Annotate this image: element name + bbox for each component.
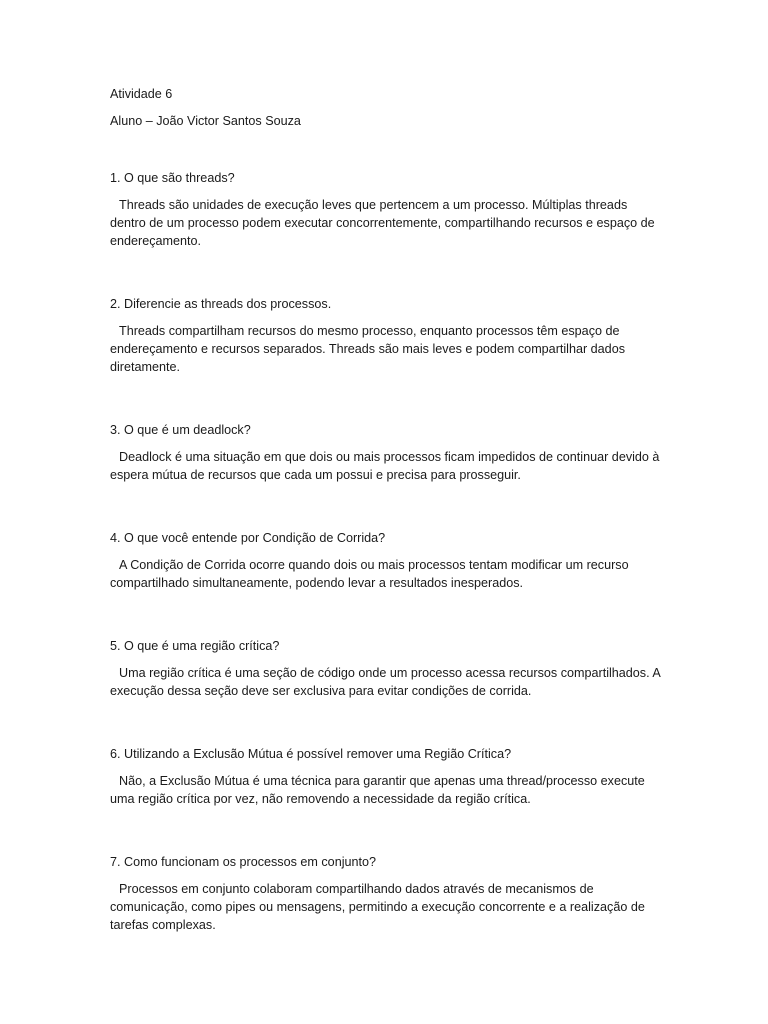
question-item-4	[110, 529, 666, 592]
answer-text: Não, a Exclusão Mútua é uma técnica para garantir que apenas uma thread/processo execute uma região crítica por vez, não removendo a necessidade da região crítica.	[110, 774, 645, 806]
document-page	[110, 85, 666, 979]
question-text: 5. O que é uma região crítica?	[110, 639, 280, 653]
answer-text: A Condição de Corrida ocorre quando dois ou mais processos tentam modificar um recurso compartilhado simultaneamente, podendo levar a resultados inesperados.	[110, 558, 629, 590]
answer-text: Deadlock é uma situação em que dois ou mais processos ficam impedidos de continuar devido à espera mútua de recursos que cada um possui e precisa para prosseguir.	[110, 450, 660, 482]
question-text: 7. Como funcionam os processos em conjunto?	[110, 855, 377, 869]
question-item-7	[110, 853, 666, 934]
answer-text: Processos em conjunto colaboram compartilhando dados através de mecanismos de comunicação, como pipes ou mensagens, permitindo a execução concorrente e a realização de tarefas complexas.	[110, 882, 645, 932]
question-item-5	[110, 637, 666, 700]
question-item-2	[110, 295, 666, 376]
document-title: Atividade 6	[110, 87, 173, 101]
question-text: 6. Utilizando a Exclusão Mútua é possível remover uma Região Crítica?	[110, 747, 512, 761]
question-text: 2. Diferencie as threads dos processos.	[110, 297, 332, 311]
question-text: 3. O que é um deadlock?	[110, 423, 251, 437]
answer-text: Threads compartilham recursos do mesmo processo, enquanto processos têm espaço de endereçamento e recursos separados. Threads são mais leves e podem compartilhar dados diretamente.	[110, 324, 625, 374]
question-item-1	[110, 169, 666, 250]
question-item-3	[110, 421, 666, 484]
question-text: 1. O que são threads?	[110, 171, 235, 185]
student-name: Aluno – João Victor Santos Souza	[110, 114, 301, 128]
answer-text: Threads são unidades de execução leves que pertencem a um processo. Múltiplas threads dentro de um processo podem executar concorrentemente, compartilhando recursos e espaço de endereçamento.	[110, 198, 655, 248]
answer-text: Uma região crítica é uma seção de código onde um processo acessa recursos compartilhados. A execução dessa seção deve ser exclusiva para evitar condições de corrida.	[110, 666, 661, 698]
question-list	[110, 169, 666, 934]
question-text: 4. O que você entende por Condição de Corrida?	[110, 531, 386, 545]
question-item-6	[110, 745, 666, 808]
